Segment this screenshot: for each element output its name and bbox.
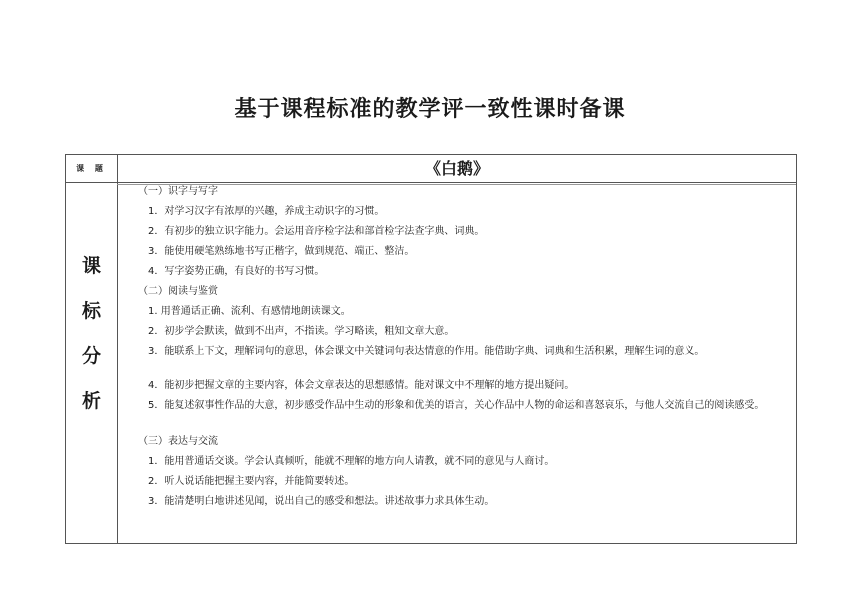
header-divider bbox=[66, 182, 796, 183]
side-label-char: 析 bbox=[81, 390, 101, 412]
list-item: 1．能用普通话交谈。学会认真倾听，能就不理解的地方向人请教，就不同的意见与人商讨。 bbox=[148, 456, 555, 467]
list-item: 3．能清楚明白地讲述见闻，说出自己的感受和想法。讲述故事力求具体生动。 bbox=[148, 496, 495, 507]
list-item: 1．对学习汉字有浓厚的兴趣，养成主动识字的习惯。 bbox=[148, 206, 385, 217]
lesson-plan-table bbox=[65, 154, 797, 544]
list-item: 1. 用普通话正确、流利、有感情地朗读课文。 bbox=[148, 306, 351, 317]
curriculum-analysis-content bbox=[118, 185, 796, 543]
list-item: 3．能使用硬笔熟练地书写正楷字，做到规范、端正、整洁。 bbox=[148, 246, 415, 257]
list-item: 5．能复述叙事性作品的大意，初步感受作品中生动的形象和优美的语言，关心作品中人物的命运和喜怒哀乐，与他人交流自己的阅读感受。 bbox=[148, 400, 765, 411]
section-heading: （三）表达与交流 bbox=[138, 436, 218, 447]
topic-label: 课 题 bbox=[76, 164, 107, 173]
list-item: 4．能初步把握文章的主要内容，体会文章表达的思想感情。能对课文中不理解的地方提出疑问。 bbox=[148, 380, 575, 391]
list-item: 2．初步学会默读，做到不出声，不指读。学习略读，粗知文章大意。 bbox=[148, 326, 455, 337]
side-label-char: 标 bbox=[81, 300, 101, 322]
side-label-char: 课 bbox=[81, 255, 101, 277]
list-item: 3．能联系上下文，理解词句的意思，体会课文中关键词句表达情意的作用。能借助字典、词典和生活积累，理解生词的意义。 bbox=[148, 346, 705, 357]
list-item: 2．有初步的独立识字能力。会运用音序检字法和部首检字法查字典、词典。 bbox=[148, 226, 485, 237]
list-item: 4．写字姿势正确，有良好的书写习惯。 bbox=[148, 266, 325, 277]
curriculum-analysis-label bbox=[66, 251, 117, 431]
lesson-title: 《白鹅》 bbox=[424, 159, 489, 178]
list-item: 2．听人说话能把握主要内容，并能简要转述。 bbox=[148, 476, 355, 487]
side-label-char: 分 bbox=[81, 345, 101, 367]
document-title: 基于课程标准的教学评一致性课时备课 bbox=[234, 97, 626, 122]
section-heading: （一）识字与写字 bbox=[138, 186, 218, 197]
section-heading: （二）阅读与鉴赏 bbox=[138, 286, 218, 297]
